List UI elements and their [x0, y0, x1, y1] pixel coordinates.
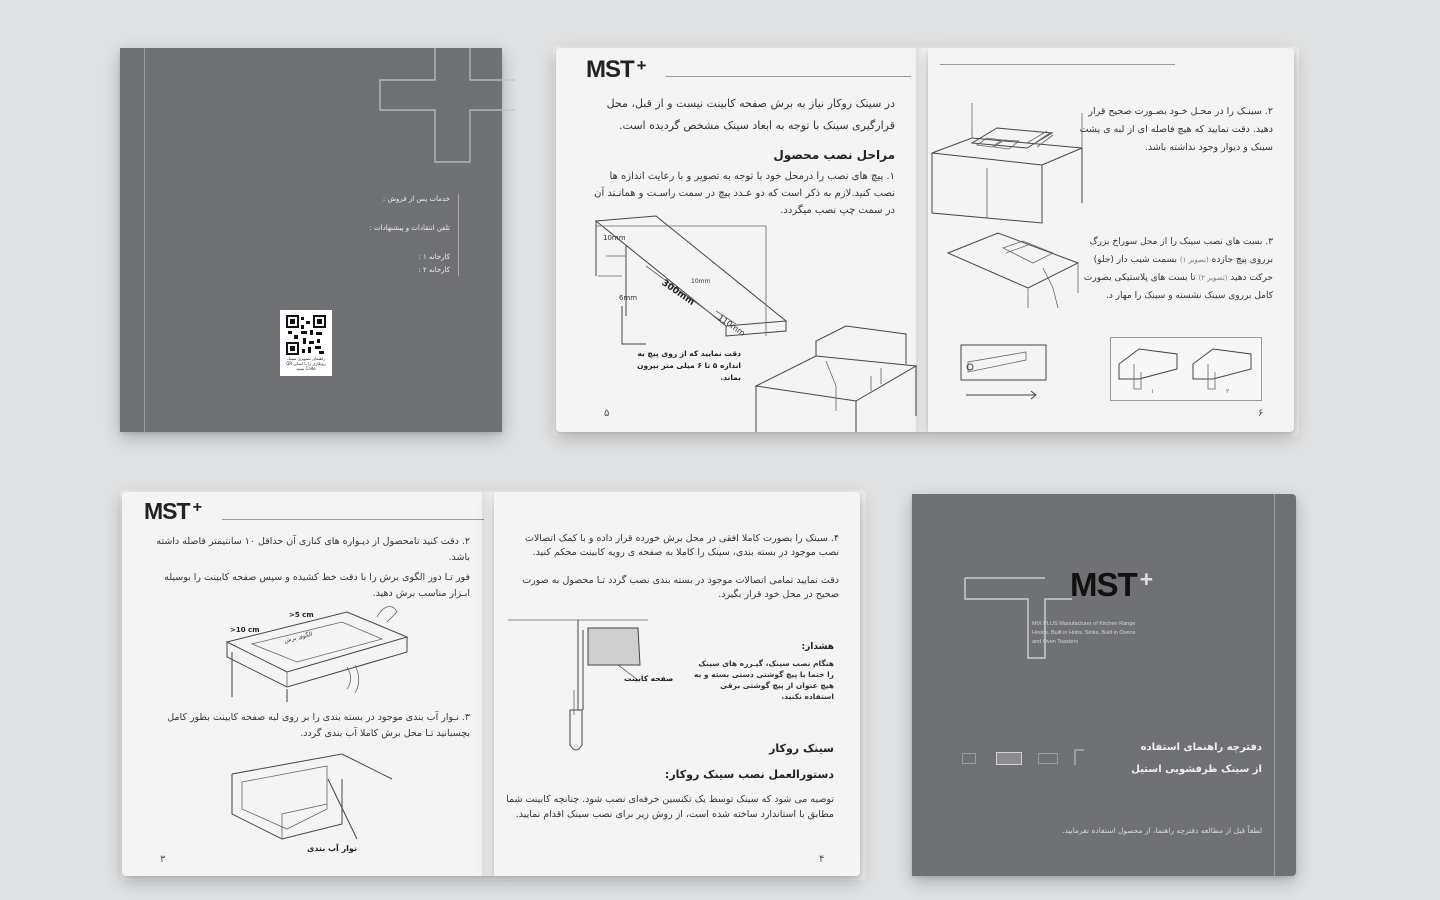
sink-placement-diagram	[932, 103, 1082, 223]
services-item: کارخانه ۲ :	[418, 266, 450, 274]
brand-logo	[586, 56, 645, 84]
cover-title: دفترچه راهنمای استفاده	[1140, 742, 1262, 753]
intro-text: در سینک روکار نیاز به برش صفحه کابینت نیست و از قبل، محل قرارگیری سینک با توجه به ابعاد سینک مشخص گردیده است.	[606, 97, 895, 132]
template-label: الگوی برش	[283, 630, 314, 645]
page-3	[122, 492, 494, 876]
page-4	[494, 492, 860, 876]
dim-label: >10 cm	[230, 626, 260, 634]
tagline: MIX PLUS Manufacturer of Kitchen Range Hoods, Built in Hobs, Sinks, Built in Ovens and Oven Toasters	[1032, 621, 1136, 645]
sink-icon	[1038, 753, 1058, 764]
page-number: ۵	[604, 408, 610, 419]
cabinet-label: صفحه کابینت	[624, 674, 674, 683]
brand-logo	[1070, 566, 1152, 604]
services-list	[350, 194, 459, 276]
step-2-text: ۲. دقت کنید تامحصول از دیـواره های کناری آن حداقل ۱۰ سانتیمتر فاصله داشته باشد.	[156, 536, 470, 563]
page-number: ۳	[160, 854, 166, 865]
page-number: ۶	[1258, 408, 1264, 419]
header-rule	[666, 76, 911, 77]
screw-position-diagram	[586, 216, 906, 426]
screw-note: دقت نمایید که از روی پیچ به اندازه ۵ تا ۶ میلی متر بیرون بماند.	[637, 349, 741, 382]
section-heading: سینک روکار	[769, 742, 834, 755]
cover-vertical-line	[1274, 494, 1275, 876]
qr-code-icon	[286, 315, 326, 355]
figure-tag: (تصویر ۱)	[1179, 256, 1209, 264]
step-3-part: تا بست های پلاستیکی بصورت کامل برروی سینک نشسته و سینک را مهار د.	[1083, 273, 1273, 301]
figure-label: ۱	[1151, 388, 1155, 395]
logo-plus: +	[1139, 566, 1153, 592]
dim-label: 300mm	[659, 278, 697, 308]
figure-tag: (تصویر ۲)	[1198, 274, 1228, 282]
clamp-diagram	[508, 620, 658, 770]
cut-template-diagram	[227, 607, 427, 707]
cover-subtitle: از سینک ظرفشویی استیل	[1131, 764, 1262, 775]
section-heading: مراحل نصب محصول	[773, 148, 895, 162]
body-text: توصیه می شود که سینک توسط یک تکنسین حرفه‌ای نصب شود. چنانچه کابینت شما مطابق با استاندارد ساخته شده است، از روش زیر برای نصب سینک اقدام نمایید.	[506, 794, 834, 820]
back-cover	[120, 48, 502, 432]
services-item: خدمات پس از فروش :	[382, 195, 450, 203]
logo-plus: +	[192, 498, 201, 516]
page-6	[928, 48, 1294, 432]
oven-icon	[962, 753, 976, 764]
dim-label: 10mm	[691, 278, 711, 285]
t-outline-graphic	[960, 574, 1080, 664]
step-3-text: ۳. نـوار آب بندی موجود در بسته بندی را بر روی لبه صفحه کابینت بطور کامل بچسبانید تـا محل برش کاملا آب بندی گردد.	[167, 712, 470, 739]
header-rule	[940, 64, 1175, 65]
sealing-tape-diagram	[232, 754, 392, 844]
section-heading: دستورالعمل نصب سینک روکار:	[664, 768, 834, 781]
dim-label: 6mm	[619, 294, 638, 302]
qr-caption: راهنمای تصویری سینک رویکاری را با اسکن QR Code ببینید	[286, 356, 326, 371]
clip-slide-diagram	[956, 340, 1051, 400]
cover-footer: لطفاً قبل از مطالعه دفترچه راهنما، از محصول استفاده نفرمایید.	[1062, 826, 1262, 835]
tape-label: نوار آب بندی	[307, 844, 357, 853]
header-rule	[222, 519, 484, 520]
step-4b-text: دقت نمایید تمامی اتصالات موجود در بسته بندی نصب گردد تـا محصول به صورت صحیح در محل خود قرار بگیرد.	[522, 575, 839, 600]
plus-outline-graphic	[375, 48, 515, 168]
clip-figure-1	[1119, 344, 1179, 394]
figure-box	[1110, 337, 1262, 401]
logo-text: MST	[144, 498, 190, 524]
warning-title: هشدار:	[801, 642, 834, 652]
brand-logo	[144, 498, 201, 525]
services-item: کارخانه ۱ :	[418, 253, 450, 261]
step-1-text: ۱. پیچ های نصب را درمحل خود با توجه به تصویر و با رعایت اندازه ها نصب کنید.لازم به ذکر است که دو عـدد پیچ در سمت راسـت و همانـند آن در سمت چپ نصب میگردد.	[594, 171, 895, 216]
services-item: تلفن انتقادات و پیشنهادات :	[369, 224, 450, 232]
step-3-part: بسمت شیب دار (جلو) حرکت دهید	[1093, 255, 1273, 283]
step-3-text	[1078, 233, 1273, 305]
warning-text: هنگام نصب سینک، گیـرره های سینک را حتما با پیچ گوشتی دستی بسته و به هیچ عنوان از پیچ گوشتی برقی استفاده نکنید.	[693, 659, 834, 701]
step-4-text: ۴. سینک را بصورت کاملا افقی در محل برش خورده قرار داده و با کمک اتصالات نصب موجود در بسته بندی، سینک را کاملا به صفحه ی رویه کابینت محکم کنید.	[524, 533, 839, 558]
page-number: ۴	[819, 854, 825, 865]
logo-plus: +	[636, 56, 646, 75]
dim-label: >5 cm	[289, 611, 314, 619]
logo-text: MST	[1070, 566, 1137, 603]
step-2-text: ۲. سینـک را در محـل خـود بصـورت صحیح قرار دهید. دقت نمایید که هیچ فاصله ای از لبه ی پشت سینک و دیوار وجود نداشته باشد.	[1079, 106, 1273, 153]
front-cover	[912, 494, 1296, 876]
cover-vertical-line	[144, 48, 145, 432]
dim-label: 110mm	[716, 312, 747, 339]
hob-icon	[996, 752, 1022, 765]
dim-label: 10mm	[603, 234, 626, 242]
figure-label: ۲	[1226, 388, 1230, 395]
page-5	[556, 48, 928, 432]
clip-install-diagram	[948, 233, 1078, 308]
step-3-part: ۳. بست های نصب سینک را از محل سوراخ بزرگ برروی پیچ جازده	[1089, 237, 1273, 265]
clip-figure-2	[1193, 344, 1253, 394]
step-2b-text: فور تـا دور الگوی برش را با دقت خط کشیده و سپس صفحه کابینت را بوسیله ابـزار مناسب برش دهید.	[164, 572, 470, 599]
logo-text: MST	[586, 56, 634, 83]
qr-block	[280, 310, 332, 376]
